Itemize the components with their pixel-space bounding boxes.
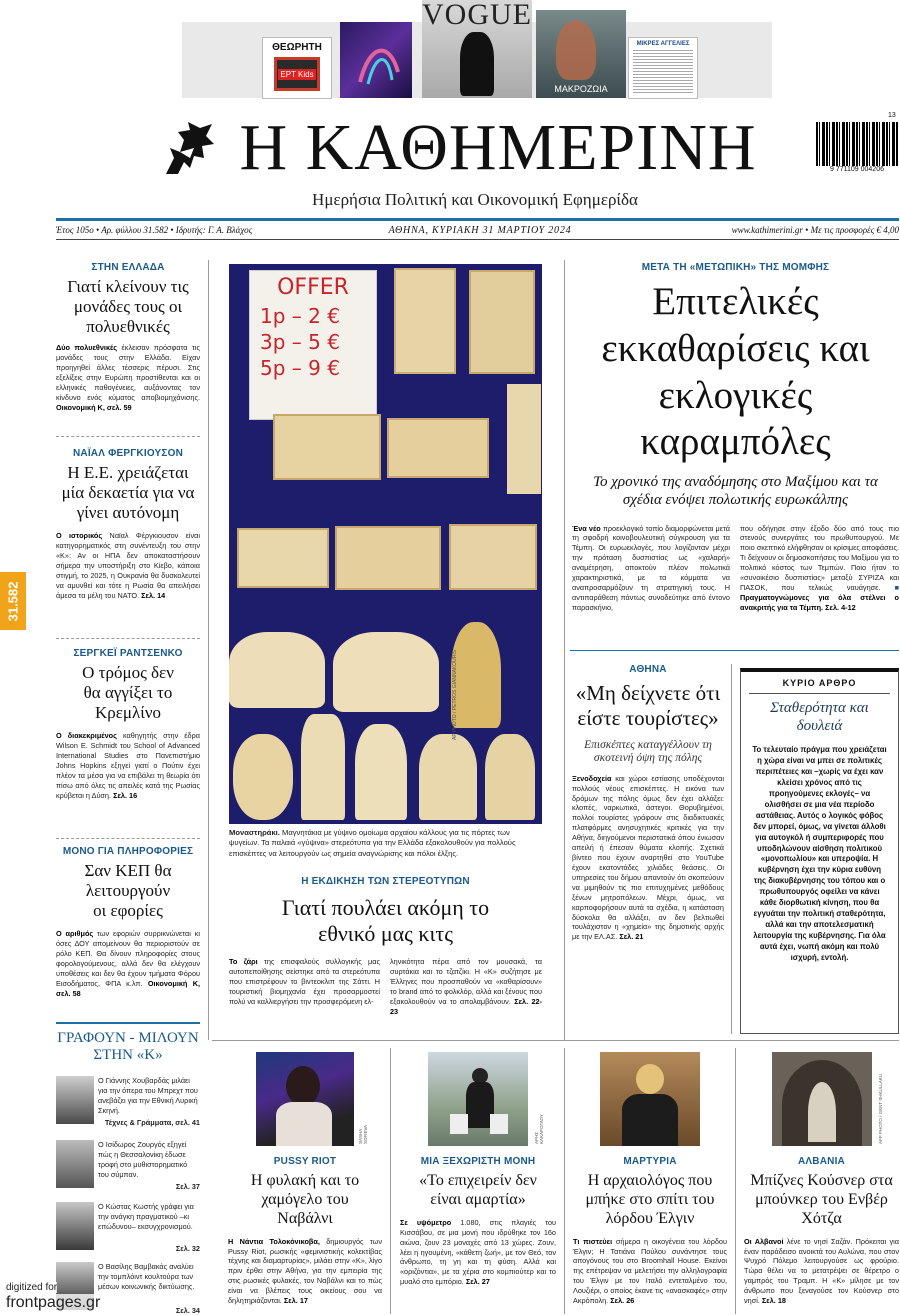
story-headline: Η αρχαιολόγος που μπήκε στο σπίτι του λόρδου Έλγιν (585, 1172, 715, 1227)
col-rule-3 (731, 664, 732, 1034)
infobar-left: Έτος 105ο • Αρ. φύλλου 31.582 • Ιδρυτής: Γ. Α. Βλάχος (56, 225, 253, 235)
infobar-top-rule (56, 218, 899, 221)
barcode-bars (816, 122, 898, 166)
promo-art-magazine[interactable] (340, 22, 412, 98)
story-kicker: Η ΕΚΔΙΚΗΣΗ ΤΩΝ ΣΤΕΡΕΟΤΥΠΩΝ (301, 876, 470, 887)
left-story-2[interactable] (56, 448, 200, 601)
promo-vogue[interactable] (422, 0, 532, 98)
columnist-ref: Σελ. 32 (175, 1244, 200, 1253)
photo-caption: Μοναστηράκι. Μαγνητάκια με γύψινο ομοίωμα αρχαίου κάλλους για τις πόρτες των ψυγείων. Τα παλαιά «γύψινα» στερεότυπα για την Ελλάδα εξακολουθούν για πολλούς επισκέπτες να λειτουργούν ως σημεία αναγνώρισης και πόλοι έλξης. (229, 828, 516, 858)
parthenon-magnet (273, 414, 381, 480)
ionic-capital-magnet (333, 632, 439, 712)
photo-credit: ΑΡΗΣ ΚΑΚΑΡΟΓΛΟΥ (534, 1114, 544, 1144)
story-kicker: ΝΑΪΑΛ ΦΕΡΓΚΙΟΥΣΟΝ (72, 448, 184, 459)
bottom-story-3[interactable] (573, 1052, 727, 1306)
story-headline: Επιτελικές εκκαθαρίσεις και εκλογικές καραμπόλες (601, 280, 870, 464)
columnist-text: Ο Κώστας Κωστής γράφει για την ανάγκη πραγματικού –κι επώδυνου– εκσυγχρονισμού. (98, 1202, 194, 1231)
story-headline: Ο τρόμος δεν θα αγγίξει το Κρεμλίνο (82, 663, 174, 723)
photo-credit: AP PHOTO / PETROS GIANNAKOURIS (452, 649, 458, 740)
editorial-box[interactable] (740, 668, 899, 1034)
story-headline: «Μη δείχνετε ότι είστε τουρίστες» (575, 681, 721, 730)
kitsch-story[interactable] (229, 876, 542, 1016)
editorial-label-rule (749, 693, 890, 694)
columnist-item-1[interactable] (56, 1076, 200, 1130)
parthenon-magnet (507, 384, 541, 494)
small-ads-lines (633, 50, 693, 94)
newspaper-title: Η ΚΑΘΗΜΕΡΙΝΗ (239, 111, 757, 184)
story-photo (256, 1052, 354, 1146)
parthenon-magnet (449, 524, 537, 590)
statue-figurine (485, 734, 535, 820)
story-headline: Σαν ΚΕΠ θα λειτουργούν οι εφορίες (84, 861, 172, 921)
story-headline: Γιατί κλείνουν τις μονάδες τους οι πολυεθνικές (67, 277, 189, 337)
columnist-text: Ο Γιάννης Χουβαρδάς μιλάει για την όπερα του Μπρεχτ που ανεβάζει για την Εθνική Λυρική Σκηνή. (98, 1076, 198, 1115)
griffin-logo-icon (160, 118, 218, 180)
story-body-col1: Το ζάρι της επισφαλούς συλλογικής μας αυτοπεποίθησης σείστηκε από τα στερεότυπα που επιστρέφουν το βιντεοκλιπ της Σάττι. Η τουριστική βιομηχανία έχει προσαρμοστεί πολύ να καλλιεργήσει την προσφερόμενη ελ- (229, 956, 380, 1006)
story-body-col2: ληνικότητα πέρα από τον μουσακά, τα συρτάκια και το τζατζίκι. Η «Κ» συζήτησε με Έλληνες που προσπαθούν να «καθαρίσουν» το brand από το φολκλόρ, αλλά και ξένους που εξακολουθούν να το απολαμβάνουν. Σελ. 22-23 (390, 956, 542, 1016)
story-kicker: ΜΙΑ ΞΕΧΩΡΙΣΤΗ ΜΟΝΗ (420, 1156, 536, 1167)
vogue-figure (460, 32, 494, 96)
bottom-row-rule (212, 1040, 899, 1041)
promo-tv-title: ΘΕΩΡΗΤΗ (272, 42, 322, 53)
story-body: Ο αριθμός των εφοριών συρρικνώνεται κι όσες ΔΟΥ απομείνουν θα περιοριστούν σε ρόλο ΚΕΠ. Θα δίνουν πληροφορίες στους φορολογούμενους, αλλά δεν θα ελέγχουν υποθέσεις και δεν θα έχουν τμήματα Φόρου Εισοδήματος, ΦΠΑ κ.λπ. Οικονομική Κ, σελ. 58 (56, 929, 200, 998)
bottom-story-1[interactable] (228, 1052, 382, 1306)
bottom-story-4[interactable] (744, 1052, 899, 1306)
col-rule-2 (564, 260, 565, 1040)
photo-credit: SASHA SOFIEVA (358, 1124, 368, 1144)
story-kicker: ΣΤΗΝ ΕΛΛΑΔΑ (91, 262, 165, 273)
story-headline: Η φυλακή και το χαμόγελο του Ναβάλνι (250, 1172, 360, 1227)
left-divider-3 (56, 838, 200, 839)
promo-tv-screen: ΕΡΤ Kids (274, 57, 320, 91)
bottom-story-2[interactable] (400, 1052, 556, 1287)
watermark-line-1: digitized for (6, 1282, 58, 1293)
left-divider-1 (56, 436, 200, 437)
story-body-col2: που οδήγησε στην έξοδο δύο από τους πιο στενούς συνεργάτες του πρωθυπουργού. Με ποιο σκεπτικό ελήφθησαν οι κρίσιμες αποφάσεις. Τι δείχνουν οι δημοσκοπήσεις του Μαξίμου για το πολιτικό κόστος των Τεμπών. Ποιο ήταν το «συνοικέσιο δυσπιστίας» μεταξύ ΣΥΡΙΖΑ και ΠΑΣΟΚ, που τελικώς ναυάγησε. ■ Πραγματογνώμονες για όλα στέλνει ο ανακριτής για τα Τέμπη. Σελ. 4-12 (740, 523, 899, 612)
story-body: Οι Αλβανοί λένε το νησί Σαζάν. Πρόκειται για έναν παράδεισο ανοικτά του Αυλώνα, που στον Ψυχρό Πόλεμο λειτουργούσε ως φρούριο. Τώρα θέλει να το μετατρέψει σε θέρετρο ο γαμπρός του Τραμπ. Η «Κ» μίλησε με τον άνθρωπο που ξεναγούσε τον Κούσνερ στο νησί. Σελ. 18 (744, 1236, 899, 1306)
issue-side-tab: 31.582 (0, 572, 26, 630)
bottom-rule-3 (735, 1048, 736, 1314)
story-subhead: Το χρονικό της αναδόμησης στο Μαξίμου και τα σχέδια ενόψει πολωτικής ευρωκάλπης (593, 474, 878, 508)
parthenon-magnet (469, 270, 535, 374)
vogue-logo: VOGUE (422, 0, 532, 31)
bottom-rule-1 (390, 1048, 391, 1314)
story-body: Η Νάντια Τολοκόνικοβα, δημιουργός των Pussy Riot, ρωσικής «φεμινιστικής κολεκτίβας τέχνης και διαμαρτυρίας», μιλάει στην «Κ», λίγο πριν έρθει στην Αθήνα, για την εμπειρία της στις ρωσικές φυλακές, τον Ναβάλνι και το πώς είναι να βλέπεις τους οικείους σου να δηλητηριάζονται. Σελ. 17 (228, 1236, 382, 1306)
columnist-item-2[interactable] (56, 1140, 200, 1194)
watermark-line-2[interactable]: frontpages.gr (6, 1294, 101, 1311)
story-photo (772, 1052, 872, 1146)
parthenon-magnet (335, 526, 441, 590)
columnist-photo (56, 1076, 94, 1124)
statue-figurine (419, 734, 477, 820)
statue-figurine (355, 724, 407, 820)
story-body: Σε υψόμετρο 1.080, στις πλαγιές του Κισσάβου, σε μια μονή που ιδρύθηκε τον 16ο αιώνα, ζουν 23 μοναχές από 13 χώρες. Ζουν, λέει η ηγουμένη, «κάθετη ζωή», με τον Θεό, τον άνθρωπο, τη γη και τη φύση. Αλλά και «οριζόντια», με τα χέρια στο κομπιούτερ και το μυαλό στο εμπόριο. Σελ. 27 (400, 1217, 556, 1287)
promo-small-ads[interactable]: ΜΙΚΡΕΣ ΑΓΓΕΛΙΕΣ (628, 37, 698, 99)
story-photo (428, 1052, 528, 1146)
story-kicker: ΜΕΤΑ ΤΗ «ΜΕΤΩΠΙΚΗ» ΤΗΣ ΜΟΜΦΗΣ (641, 262, 830, 273)
promo-makrozoia[interactable]: ΜΑΚΡΟΖΩΙΑ (536, 10, 626, 98)
editorial-label: ΚΥΡΙΟ ΑΡΘΡΟ (782, 678, 857, 688)
barcode-number: 9 771109 004206 (830, 166, 884, 173)
caryatid-figurine (301, 714, 345, 820)
left-story-3[interactable] (56, 648, 200, 801)
columnists-divider (56, 1022, 200, 1024)
left-story-4[interactable] (56, 846, 200, 999)
parthenon-magnet (387, 418, 489, 478)
story-photo (600, 1052, 700, 1146)
parthenon-magnet (237, 528, 329, 588)
col-rule-1 (208, 260, 209, 1040)
columnist-text: Ο Ισίδωρος Ζουργός εξηγεί πώς η Θεσσαλονίκη έδωσε τροφή στο μυθιστορηματικό του σύμπαν. (98, 1140, 188, 1179)
athens-story[interactable] (572, 664, 724, 942)
editorial-headline: Σταθερότητα και δουλειά (770, 700, 869, 734)
story-kicker: ΜΟΝΟ ΓΙΑ ΠΛΗΡΟΦΟΡΙΕΣ (62, 846, 194, 857)
souvenir-photo (229, 264, 542, 824)
story-headline: Γιατί πουλάει ακόμη το εθνικό μας κιτς (281, 895, 490, 946)
owl-figurine (233, 734, 293, 820)
story-body: Ο διακεκριμένος καθηγητής στην έδρα Wilson E. Schmidt του School of Advanced International Studies στο Πανεπιστήμιο Johns Hopkins εξηγεί γιατί ο Πούτιν έχει πλέον τα μέσα για να επιβάλει τη θεωρία ότι πίσω από όλες τις απειλές κατά της Ρωσίας κρύβεται η Δύση. Σελ. 16 (56, 731, 200, 800)
infobar-date: ΑΘΗΝΑ, ΚΥΡΙΑΚΗ 31 ΜΑΡΤΙΟΥ 2024 (388, 225, 572, 236)
parthenon-magnet (394, 268, 456, 374)
left-divider-2 (56, 638, 200, 639)
main-story-bottom-rule (570, 650, 899, 651)
art-figure-icon (340, 22, 412, 98)
columnist-photo (56, 1140, 94, 1188)
story-body-col1: Ένα νέο προεκλογικό τοπίο διαμορφώνεται μετά τη σφοδρή κοινοβουλευτική σύγκρουση για τα Τέμπη. Οι ευρωεκλογές, που λογίζονταν μέχρι την πρόταση δυσπιστίας ως «χαλαρή» αναμέτρηση, αποκτούν πλέον πολωτικά χαρακτηριστικά, με τα κόμματα να αναπροσαρμόζουν τη στρατηγική τους. Η αντιπαράθεση πάντως συνοδεύτηκε από έντονο παρασκήνιο, (572, 523, 730, 612)
columnist-photo (56, 1202, 94, 1250)
photo-credit: AFP PHOTO / GENT SHKULLAKU (878, 1073, 883, 1144)
columnist-text: Ο Βασίλης Βαμβακάς αναλύει την τομπλόιντ κουλτούρα των μέσων κοινωνικής δικτύωσης. (98, 1262, 195, 1291)
columnist-ref: Σελ. 34 (175, 1306, 200, 1315)
story-headline: Η Ε.Ε. χρειάζεται μία δεκαετία για να γίνει αυτόνομη (61, 463, 195, 523)
infobar-right: www.kathimerini.gr • Με τις προσφορές € 4,00 (731, 225, 899, 235)
bottom-rule-2 (564, 1048, 565, 1314)
makrozoia-figure (556, 20, 596, 80)
story-kicker: ΑΘΗΝΑ (629, 664, 667, 675)
ionic-capital-magnet (229, 632, 325, 708)
story-headline: Μπίζνες Κούσνερ στα μπούνκερ του Ενβέρ Χότζα (750, 1172, 893, 1227)
columnists-heading: ΓΡΑΦΟΥΝ - ΜΙΛΟΥΝ ΣΤΗΝ «Κ» (57, 1030, 199, 1064)
story-body: Δύο πολυεθνικές έκλεισαν πρόσφατα τις μονάδες τους στην Ελλάδα. Είχαν προηγηθεί άλλες τέσσερις πέρυσι. Στις εξελίξεις στην Ευρώπη προστίθενται και οι ελληνικές παθογένειες, αυξάνοντας τον κίνδυνο ενός κύματος αποβιομηχάνισης. Οικονομική Κ, σελ. 59 (56, 343, 200, 412)
main-story[interactable] (572, 262, 899, 613)
warrior-bust (451, 622, 501, 728)
columnist-ref: Σελ. 37 (175, 1182, 200, 1191)
story-kicker: ΜΑΡΤΥΡΙΑ (623, 1156, 677, 1167)
editorial-text: Το τελευταίο πράγμα που χρειάζεται η χώρα είναι να μπει σε πολιτικές περιπέτειες και –χωρίς να έχει καν κλείσει χρόνος από τις προηγούμενες εκλογές– να ολισθήσει σε μια νέα περίοδο αστάθειας. Αυτός ο λογικός φόβος δεν μπορεί, όμως, να γίνεται άλλοθι για αυτογκόλ ή συμπεριφορές που υποδηλώνουν αίσθηση πολιτικού «μονοπωλίου» και υπεροψία. Η κυβέρνηση έχει την κύρια ευθύνη της διακυβέρνησης του τόπου και ο πρωθυπουργός οφείλει να κάνει κάθε διορθωτική κίνηση, που θα εγγυάται την πολιτική σταθερότητα, αλλά και την αποτελεσματική λειτουργία της κυβέρνησης. Για όλα αυτά έχει, νωπή ακόμη και πολύ ισχυρή, εντολή. (752, 745, 887, 962)
story-body: Ξενοδοχεία και χώροι εστίασης υποδέχονται πολλούς νέους επισκέπτες. Η εικόνα των δρόμων της πόλης όμως δεν έχει αλλάξει: κλοπές, ναρκωτικά, άστεγοι. Θορυβημένοι, πολλοί τουρίστες γράφουν στις διαδικτυακές πλατφόρμες ανησυχητικές κριτικές για την Αθήνα, διηγούμενοι περιστατικά όπου ένιωσαν απειλή ή έπεσαν θύματα κλοπής. Σχετικά βίντεο που έχουν αναρτηθεί στο YouTube έχουν εκατοντάδες χιλιάδες θεάσεις. Οι υπηρεσίες του δήμου απαντούν ότι σκοπεύουν να μιμηθούν τις πιο επιτυχημένες μεθόδους ξένων μητροπόλεων. Μέχρι, όμως, να καρποφορήσουν αυτά τα σχέδια, η κατάσταση δύσκολα θα αλλάξει, αν δεν βελτιωθεί τουλάχιστον η «χημεία» της δημοτικής αρχής με την ΕΛ.ΑΣ. Σελ. 21 (572, 773, 724, 942)
left-story-1[interactable] (56, 262, 200, 413)
columnist-ref: Τέχνες & Γράμματα, σελ. 41 (104, 1118, 200, 1127)
story-body: Τι πιστεύει σήμερα η οικογένεια του λόρδου Έλγιν; Η Τατιάνα Πούλου συνάντησε τους απογόνους του στο Broomhall House. Εκείνοι της επέτρεψαν να μελετήσει την αλληλογραφία του Έλγιν με τον Ιταλό εντεταλμένο του, Λουζιέρι, ο οποίος έκανε τις «ανασκαφές» στην Ακρόπολη. Σελ. 26 (573, 1236, 727, 1306)
story-kicker: ΣΕΡΓΚΕΪ ΡΑΝΤΣΕΝΚΟ (73, 648, 183, 659)
barcode-issue: 13 (888, 112, 896, 119)
infobar-bottom-rule (56, 239, 899, 240)
story-kicker: PUSSY RIOT (273, 1156, 337, 1167)
story-headline: «Το επιχειρείν δεν είναι αμαρτία» (419, 1172, 537, 1208)
story-body: Ο ιστορικός Ναϊαλ Φέργκιουσον είναι κατηγορηματικός στη συνέντευξη του στην «Κ»: Αν οι ΗΠΑ δεν αποκαταστήσουν σήμερα την υποστήριξη στο Κίεβο, κάποια στιγμή, το 2025, η Ουκρανία θα δυσκολευτεί να αμυνθεί και τότε η Ρωσία θα απειλήσει άμεσα τα μέλη του ΝΑΤΟ. Σελ. 14 (56, 531, 200, 600)
columnist-item-3[interactable] (56, 1202, 200, 1256)
newspaper-subtitle: Ημερήσια Πολιτική και Οικονομική Εφημερίδα (312, 190, 638, 209)
story-kicker: ΑΛΒΑΝΙΑ (798, 1156, 845, 1167)
offer-sign: OFFER 1p – 2 € 3p – 5 € 5p – 9 € (249, 270, 377, 420)
barcode (816, 122, 898, 176)
promo-tv-magazine[interactable] (262, 37, 332, 99)
story-subhead: Επισκέπτες καταγγέλλουν τη σκοτεινή όψη της πόλης (584, 738, 712, 765)
